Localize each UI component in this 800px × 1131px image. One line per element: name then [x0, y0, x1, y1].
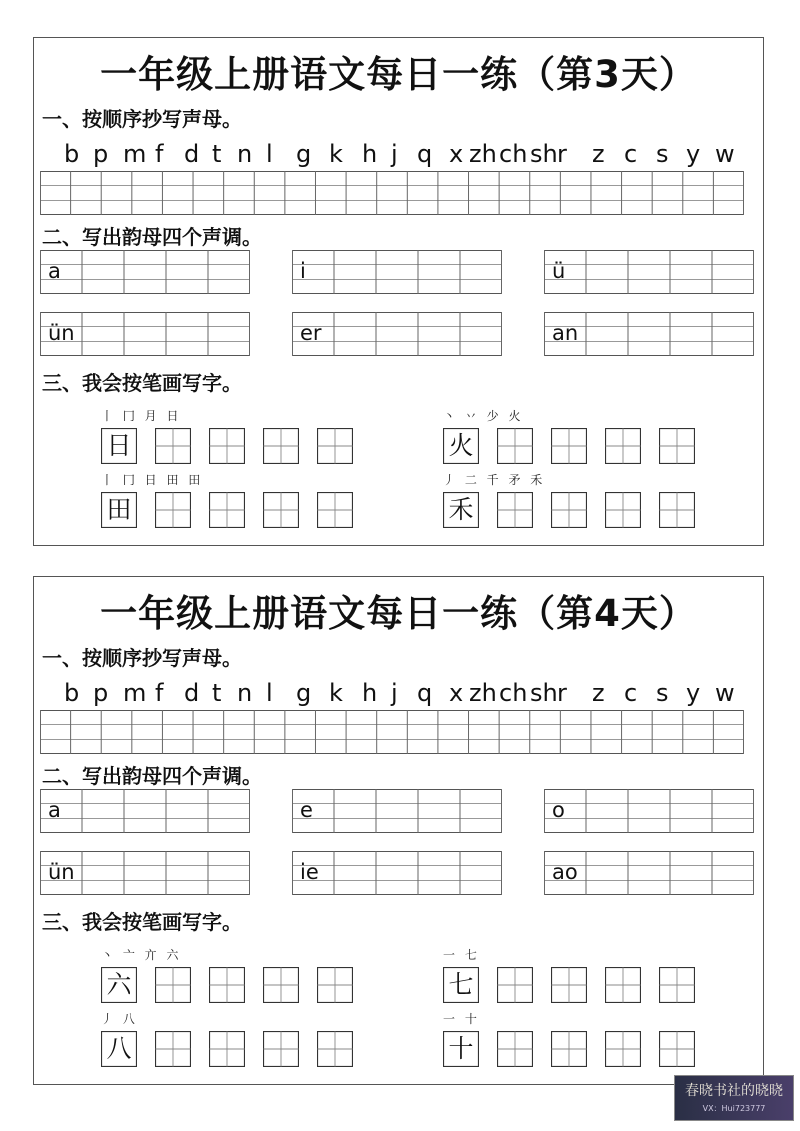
practice-cell[interactable]: [551, 428, 587, 464]
practice-cell[interactable]: [155, 967, 191, 1003]
practice-cell[interactable]: [317, 492, 353, 528]
vowel-tone-grid[interactable]: [40, 851, 250, 895]
initial-letter: d: [184, 679, 200, 707]
initial-letter: n: [237, 140, 253, 168]
stroke-order-hint: 丿 八: [101, 1012, 138, 1026]
practice-cell[interactable]: [497, 967, 533, 1003]
vowel-label: ie: [300, 860, 319, 884]
initial-letter: r: [557, 679, 567, 707]
stroke-order-hint: 丨 冂 月 日: [101, 409, 182, 423]
section-heading-tones: 二、写出韵母四个声调。: [42, 225, 262, 249]
vowel-label: an: [552, 321, 579, 345]
practice-cell[interactable]: [263, 492, 299, 528]
initial-letter: m: [123, 679, 147, 707]
worksheet-day-4: [33, 576, 764, 1085]
model-character: 八: [106, 1034, 132, 1063]
initial-letter: l: [266, 140, 273, 168]
vowel-label: a: [48, 259, 61, 283]
practice-cell[interactable]: [317, 1031, 353, 1067]
watermark-badge: [674, 1075, 794, 1121]
initial-letter: r: [557, 140, 567, 168]
initial-letter: sh: [530, 140, 558, 168]
initial-letter: g: [296, 140, 312, 168]
practice-cell[interactable]: [551, 492, 587, 528]
initial-letter: l: [266, 679, 273, 707]
vowel-label: a: [48, 798, 61, 822]
initial-letter: c: [624, 140, 638, 168]
practice-cell[interactable]: [209, 492, 245, 528]
practice-cell[interactable]: [659, 967, 695, 1003]
initial-letter: zh: [469, 140, 497, 168]
initial-letter: z: [592, 140, 605, 168]
stroke-order-hint: 丶 亠 亣 六: [101, 948, 182, 962]
character-practice-row: [443, 492, 695, 528]
stroke-order-hint: 一 七: [443, 948, 480, 962]
vowel-tone-grid[interactable]: [544, 789, 754, 833]
practice-cell[interactable]: [497, 492, 533, 528]
initial-letter: s: [656, 679, 669, 707]
practice-cell[interactable]: [155, 492, 191, 528]
practice-cell[interactable]: [155, 428, 191, 464]
practice-cell[interactable]: [155, 1031, 191, 1067]
practice-cell[interactable]: [209, 1031, 245, 1067]
model-character-cell: [443, 428, 479, 464]
stroke-order-hint: 丨 冂 日 田 田: [101, 473, 204, 487]
model-character-cell: [101, 492, 137, 528]
initials-row: [44, 138, 744, 170]
model-character: 七: [448, 970, 474, 999]
model-character: 日: [106, 431, 132, 460]
section-heading-initials: 一、按顺序抄写声母。: [42, 646, 242, 670]
practice-cell[interactable]: [605, 428, 641, 464]
section-heading-initials: 一、按顺序抄写声母。: [42, 107, 242, 131]
initial-letter: n: [237, 679, 253, 707]
practice-cell[interactable]: [263, 967, 299, 1003]
vowel-label: o: [552, 798, 565, 822]
initial-letter: h: [362, 140, 378, 168]
initials-writing-grid[interactable]: [40, 171, 744, 215]
initial-letter: f: [155, 140, 164, 168]
model-character: 禾: [448, 495, 474, 524]
vowel-tone-grid[interactable]: [292, 789, 502, 833]
model-character-cell: [101, 428, 137, 464]
initial-letter: w: [715, 140, 735, 168]
stroke-order-hint: 丶 丷 少 火: [443, 409, 524, 423]
practice-cell[interactable]: [659, 1031, 695, 1067]
initial-letter: s: [656, 140, 669, 168]
initial-letter: p: [93, 140, 109, 168]
practice-cell[interactable]: [263, 428, 299, 464]
vowel-tone-grid[interactable]: [40, 250, 250, 294]
watermark-title: 春晓书社的晓晓: [685, 1083, 783, 1099]
initial-letter: g: [296, 679, 312, 707]
initial-letter: sh: [530, 679, 558, 707]
vowel-label: ü: [552, 259, 566, 283]
initial-letter: ch: [499, 140, 528, 168]
practice-cell[interactable]: [209, 428, 245, 464]
initial-letter: x: [449, 679, 464, 707]
vowel-tone-grid[interactable]: [544, 312, 754, 356]
initials-row: [44, 677, 744, 709]
page-title: 一年级上册语文每日一练（第4天）: [100, 592, 697, 635]
model-character-cell: [443, 967, 479, 1003]
vowel-label: e: [300, 798, 313, 822]
vowel-label: ün: [48, 321, 75, 345]
vowel-tone-grid[interactable]: [292, 312, 502, 356]
practice-cell[interactable]: [605, 492, 641, 528]
vowel-label: er: [300, 321, 322, 345]
page-title: 一年级上册语文每日一练（第3天）: [100, 53, 697, 96]
character-practice-row: [101, 492, 353, 528]
practice-cell[interactable]: [497, 428, 533, 464]
initial-letter: q: [417, 679, 433, 707]
vowel-label: ao: [552, 860, 578, 884]
initial-letter: b: [64, 140, 80, 168]
initial-letter: f: [155, 679, 164, 707]
initial-letter: z: [592, 679, 605, 707]
stroke-order-hint: 丿 二 千 矛 禾: [443, 473, 546, 487]
character-practice-row: [443, 967, 695, 1003]
practice-cell[interactable]: [317, 428, 353, 464]
character-practice-row: [101, 428, 353, 464]
practice-cell[interactable]: [605, 967, 641, 1003]
initial-letter: t: [212, 140, 222, 168]
initials-writing-grid[interactable]: [40, 710, 744, 754]
initial-letter: x: [449, 140, 464, 168]
initial-letter: t: [212, 679, 222, 707]
section-heading-tones: 二、写出韵母四个声调。: [42, 764, 262, 788]
initial-letter: h: [362, 679, 378, 707]
initial-letter: p: [93, 679, 109, 707]
practice-cell[interactable]: [551, 967, 587, 1003]
watermark-subtitle: VX：Hui723777: [702, 1104, 766, 1113]
initial-letter: y: [686, 679, 701, 707]
model-character-cell: [101, 1031, 137, 1067]
initial-letter: d: [184, 140, 200, 168]
section-heading-strokes: 三、我会按笔画写字。: [42, 371, 242, 395]
model-character-cell: [443, 1031, 479, 1067]
initial-letter: b: [64, 679, 80, 707]
practice-cell[interactable]: [209, 967, 245, 1003]
practice-cell[interactable]: [263, 1031, 299, 1067]
practice-cell[interactable]: [659, 492, 695, 528]
character-practice-row: [101, 1031, 353, 1067]
model-character: 六: [106, 970, 132, 999]
practice-cell[interactable]: [551, 1031, 587, 1067]
vowel-tone-grid[interactable]: [544, 851, 754, 895]
model-character-cell: [101, 967, 137, 1003]
model-character-cell: [443, 492, 479, 528]
vowel-tone-grid[interactable]: [40, 312, 250, 356]
vowel-tone-grid[interactable]: [40, 789, 250, 833]
vowel-label: i: [300, 259, 306, 283]
model-character: 田: [106, 495, 132, 524]
practice-cell[interactable]: [659, 428, 695, 464]
initial-letter: k: [329, 679, 343, 707]
initial-letter: y: [686, 140, 701, 168]
initial-letter: j: [391, 679, 398, 707]
character-practice-row: [443, 1031, 695, 1067]
character-practice-row: [101, 967, 353, 1003]
section-heading-strokes: 三、我会按笔画写字。: [42, 910, 242, 934]
worksheet-day-3: [33, 37, 764, 546]
initial-letter: ch: [499, 679, 528, 707]
vowel-tone-grid[interactable]: [292, 250, 502, 294]
initial-letter: q: [417, 140, 433, 168]
initial-letter: m: [123, 140, 147, 168]
character-practice-row: [443, 428, 695, 464]
vowel-tone-grid[interactable]: [544, 250, 754, 294]
initial-letter: k: [329, 140, 343, 168]
initial-letter: zh: [469, 679, 497, 707]
stroke-order-hint: 一 十: [443, 1012, 480, 1026]
vowel-label: ün: [48, 860, 75, 884]
model-character: 十: [448, 1034, 474, 1063]
initial-letter: w: [715, 679, 735, 707]
practice-cell[interactable]: [605, 1031, 641, 1067]
initial-letter: j: [391, 140, 398, 168]
practice-cell[interactable]: [497, 1031, 533, 1067]
vowel-tone-grid[interactable]: [292, 851, 502, 895]
practice-cell[interactable]: [317, 967, 353, 1003]
model-character: 火: [448, 431, 474, 460]
initial-letter: c: [624, 679, 638, 707]
